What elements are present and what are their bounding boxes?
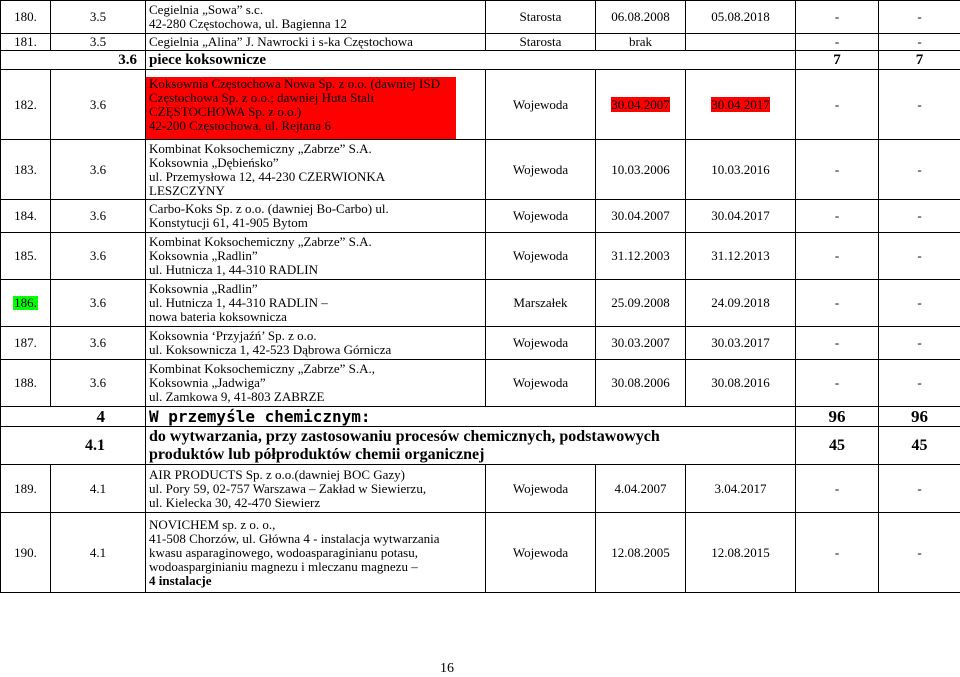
authority: Wojewoda xyxy=(486,233,596,280)
name-line: Carbo-Koks Sp. z o.o. (dawniej Bo-Carbo) ul. xyxy=(149,202,482,216)
count-a: - xyxy=(796,327,879,360)
count-a: - xyxy=(796,200,879,233)
row-section: 3.6 xyxy=(51,140,146,200)
issue-date: 10.03.2006 xyxy=(596,140,686,200)
count-b: - xyxy=(879,327,960,360)
count-a: - xyxy=(796,1,879,34)
table-row xyxy=(1,280,960,327)
issue-date: 12.08.2005 xyxy=(596,513,686,593)
name-line: Koksownia Częstochowa Nowa Sp. z o.o. (dawniej ISD xyxy=(149,77,482,91)
issue-date: 4.04.2007 xyxy=(596,465,686,513)
table-row xyxy=(1,327,960,360)
count-a: - xyxy=(796,465,879,513)
row-section: 4.1 xyxy=(51,513,146,593)
installation-name xyxy=(146,200,486,233)
name-line: Częstochowa Sp. z o.o.; dawniej Huta Stali xyxy=(149,91,482,105)
table-row xyxy=(1,513,960,593)
name-line: LESZCZYNY xyxy=(149,184,482,198)
name-line: 41-508 Chorzów, ul. Główna 4 - instalacja wytwarzania xyxy=(149,532,482,546)
authority: Wojewoda xyxy=(486,513,596,593)
authority: Wojewoda xyxy=(486,360,596,407)
row-number: 184. xyxy=(1,200,51,233)
expiry-date: 30.03.2017 xyxy=(686,327,796,360)
name-line: ul. Kielecka 30, 42-470 Siewierz xyxy=(149,496,482,510)
green-highlight-number: 186. xyxy=(13,296,38,310)
table-row xyxy=(1,70,960,140)
name-line: Koksownia „Dębieńsko” xyxy=(149,156,482,170)
row-section: 3.6 xyxy=(51,360,146,407)
name-line-bold: 4 instalacje xyxy=(149,574,482,588)
name-line: 42-280 Częstochowa, ul. Bagienna 12 xyxy=(149,17,482,31)
count-b: - xyxy=(879,1,960,34)
name-line: Cegielnia „Alina” J. Nawrocki i s-ka Częstochowa xyxy=(149,35,482,49)
table-row xyxy=(1,465,960,513)
name-line: Koksownia „Radlin” xyxy=(149,282,482,296)
count-b: - xyxy=(879,360,960,407)
expiry-date: 3.04.2017 xyxy=(686,465,796,513)
label-line: do wytwarzania, przy zastosowaniu procesów chemicznych, podstawowych xyxy=(149,428,792,446)
name-line: nowa bateria koksownicza xyxy=(149,310,482,324)
name-line: Koksownia „Jadwiga” xyxy=(149,376,482,390)
installation-name xyxy=(146,70,486,140)
row-section: 4.1 xyxy=(51,465,146,513)
row-number: 189. xyxy=(1,465,51,513)
name-line: ul. Zamkowa 9, 41-803 ZABRZE xyxy=(149,390,482,404)
name-line: 42-200 Częstochowa, ul. Rejtana 6 xyxy=(149,119,482,133)
installation-name xyxy=(146,327,486,360)
issue-date: 30.03.2007 xyxy=(596,327,686,360)
name-line: AIR PRODUCTS Sp. z o.o.(dawniej BOC Gazy) xyxy=(149,468,482,482)
expiry-date: 30.08.2016 xyxy=(686,360,796,407)
row-number: 183. xyxy=(1,140,51,200)
name-line: Kombinat Koksochemiczny „Zabrze” S.A. xyxy=(149,142,482,156)
name-line: Koksownia ‘Przyjaźń’ Sp. z o.o. xyxy=(149,329,482,343)
section-number: 4 xyxy=(1,407,146,427)
row-section: 3.6 xyxy=(51,280,146,327)
red-highlight-date: 30.04.2007 xyxy=(611,97,670,112)
authority: Wojewoda xyxy=(486,327,596,360)
expiry-date: 05.08.2018 xyxy=(686,1,796,34)
name-line: ul. Koksownicza 1, 42-523 Dąbrowa Górnicza xyxy=(149,343,482,357)
row-number: 190. xyxy=(1,513,51,593)
installation-name xyxy=(146,34,486,51)
count-a: 45 xyxy=(796,427,879,465)
name-line: CZĘSTOCHOWA Sp. z o.o.) xyxy=(149,105,482,119)
section-number: 3.6 xyxy=(1,51,146,70)
name-line: Koksownia „Radlin” xyxy=(149,249,482,263)
row-section: 3.6 xyxy=(51,233,146,280)
issue-date: 06.08.2008 xyxy=(596,1,686,34)
authority: Marszałek xyxy=(486,280,596,327)
authority: Starosta xyxy=(486,1,596,34)
label-line: produktów lub półproduktów chemii organicznej xyxy=(149,446,792,464)
row-number: 182. xyxy=(1,70,51,140)
row-number xyxy=(1,280,51,327)
issue-date: brak xyxy=(596,34,686,51)
row-section: 3.6 xyxy=(51,200,146,233)
row-section: 3.5 xyxy=(51,34,146,51)
count-b: - xyxy=(879,140,960,200)
table-row xyxy=(1,1,960,34)
row-section: 3.6 xyxy=(51,327,146,360)
issue-date xyxy=(596,70,686,140)
name-line: NOVICHEM sp. z o. o., xyxy=(149,518,482,532)
count-a: 96 xyxy=(796,407,879,427)
table-row xyxy=(1,200,960,233)
issue-date: 30.08.2006 xyxy=(596,360,686,407)
section-row xyxy=(1,407,960,427)
name-line: Kombinat Koksochemiczny „Zabrze” S.A. xyxy=(149,235,482,249)
count-a: - xyxy=(796,34,879,51)
count-a: - xyxy=(796,140,879,200)
count-a: 7 xyxy=(796,51,879,70)
authority: Wojewoda xyxy=(486,465,596,513)
table-row xyxy=(1,233,960,280)
subsection-label xyxy=(146,427,796,465)
count-b: - xyxy=(879,513,960,593)
expiry-date: 10.03.2016 xyxy=(686,140,796,200)
count-b: 96 xyxy=(879,407,960,427)
name-line: ul. Pory 59, 02-757 Warszawa – Zakład w Siewierzu, xyxy=(149,482,482,496)
section-label: W przemyśle chemicznym: xyxy=(146,407,796,427)
issue-date: 30.04.2007 xyxy=(596,200,686,233)
expiry-date xyxy=(686,34,796,51)
red-highlight-date: 30.04.2017 xyxy=(711,97,770,112)
name-line: ul. Hutnicza 1, 44-310 RADLIN xyxy=(149,263,482,277)
count-b: 7 xyxy=(879,51,960,70)
table-row xyxy=(1,34,960,51)
expiry-date: 30.04.2017 xyxy=(686,200,796,233)
section-label: piece koksownicze xyxy=(146,51,796,70)
row-number: 185. xyxy=(1,233,51,280)
row-number: 188. xyxy=(1,360,51,407)
count-b: - xyxy=(879,465,960,513)
name-line: Konstytucji 61, 41-905 Bytom xyxy=(149,216,482,230)
section-row xyxy=(1,51,960,70)
installation-name xyxy=(146,513,486,593)
row-section: 3.5 xyxy=(51,1,146,34)
row-section: 3.6 xyxy=(51,70,146,140)
installation-name xyxy=(146,465,486,513)
authority: Wojewoda xyxy=(486,70,596,140)
count-a: - xyxy=(796,360,879,407)
row-number: 181. xyxy=(1,34,51,51)
authority: Wojewoda xyxy=(486,140,596,200)
authority: Wojewoda xyxy=(486,200,596,233)
count-a: - xyxy=(796,70,879,140)
subsection-row xyxy=(1,427,960,465)
row-number: 187. xyxy=(1,327,51,360)
installation-name xyxy=(146,1,486,34)
installation-name xyxy=(146,233,486,280)
count-a: - xyxy=(796,233,879,280)
count-b: - xyxy=(879,34,960,51)
row-number: 180. xyxy=(1,1,51,34)
expiry-date xyxy=(686,70,796,140)
expiry-date: 24.09.2018 xyxy=(686,280,796,327)
installation-name xyxy=(146,140,486,200)
installation-name xyxy=(146,360,486,407)
subsection-number: 4.1 xyxy=(1,427,146,465)
expiry-date: 31.12.2013 xyxy=(686,233,796,280)
table-row xyxy=(1,140,960,200)
issue-date: 25.09.2008 xyxy=(596,280,686,327)
count-b: 45 xyxy=(879,427,960,465)
name-line: ul. Przemysłowa 12, 44-230 CZERWIONKA xyxy=(149,170,482,184)
page-number: 16 xyxy=(440,661,454,677)
authority: Starosta xyxy=(486,34,596,51)
name-line: Cegielnia „Sowa” s.c. xyxy=(149,3,482,17)
name-line: Kombinat Koksochemiczny „Zabrze” S.A., xyxy=(149,362,482,376)
count-b: - xyxy=(879,200,960,233)
name-line: ul. Hutnicza 1, 44-310 RADLIN – xyxy=(149,296,482,310)
count-a: - xyxy=(796,280,879,327)
count-a: - xyxy=(796,513,879,593)
expiry-date: 12.08.2015 xyxy=(686,513,796,593)
installation-name xyxy=(146,280,486,327)
count-b: - xyxy=(879,233,960,280)
count-b: - xyxy=(879,70,960,140)
name-line: wodoasparginianiu magnezu i mleczanu magnezu – xyxy=(149,560,482,574)
name-line: kwasu asparaginowego, wodoasparaginianu potasu, xyxy=(149,546,482,560)
count-b: - xyxy=(879,280,960,327)
table-row xyxy=(1,360,960,407)
issue-date: 31.12.2003 xyxy=(596,233,686,280)
